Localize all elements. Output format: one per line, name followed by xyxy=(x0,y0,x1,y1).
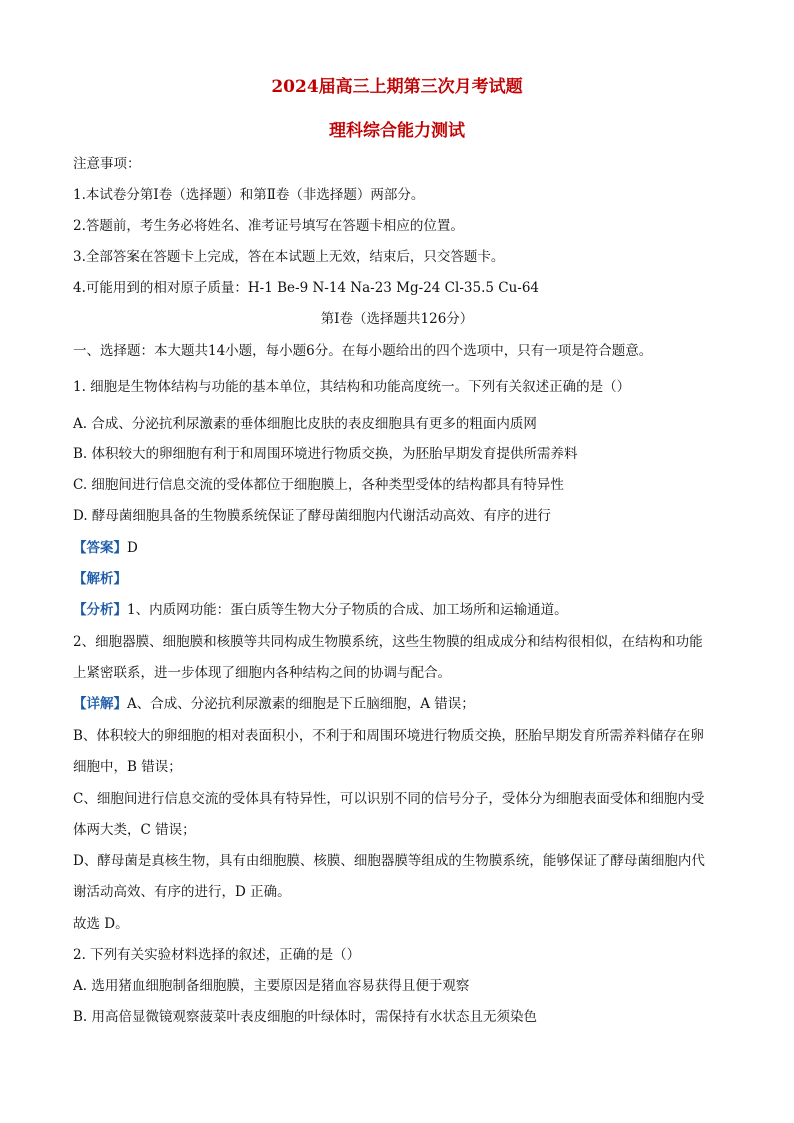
detail-line-a xyxy=(73,692,475,712)
question-2-option-a: A. 选用猪血细胞制备细胞膜，主要原因是猪血容易获得且便于观察 xyxy=(73,978,470,994)
detail-line-c2: 体两大类，C 错误； xyxy=(73,822,196,838)
answer-line xyxy=(73,536,138,556)
notice-item: 2.答题前，考生务必将姓名、准考证号填写在答题卡相应的位置。 xyxy=(73,218,464,234)
question-2-option-b: B. 用高倍显微镜观察菠菜叶表皮细胞的叶绿体时，需保持有水状态且无须染色 xyxy=(73,1009,538,1025)
analysis-line-2: 2、细胞器膜、细胞膜和核膜等共同构成生物膜系统，这些生物膜的组成成分和结构很相似，在结构和功能 xyxy=(73,634,703,650)
question-1-stem: 1. 细胞是生物体结构与功能的基本单位，其结构和功能高度统一。下列有关叙述正确的是（） xyxy=(73,379,631,395)
question-1-option-d: D. 酵母菌细胞具备的生物膜系统保证了酵母菌细胞内代谢活动高效、有序的进行 xyxy=(73,508,551,524)
detail-line-b1: B、体积较大的卵细胞的相对表面积小，不利于和周围环境进行物质交换，胚胎早期发育所需养料储存在卵 xyxy=(73,728,704,744)
section-title: 第Ⅰ卷（选择题共126分） xyxy=(320,311,474,327)
detail-line-c1: C、细胞间进行信息交流的受体具有特异性，可以识别不同的信号分子，受体分为细胞表面受体和细胞内受 xyxy=(73,791,705,807)
conclusion: 故选 D。 xyxy=(73,916,129,932)
question-1-option-b: B. 体积较大的卵细胞有利于和周围环境进行物质交换，为胚胎早期发育提供所需养料 xyxy=(73,446,578,462)
analysis-tag: 【解析】 xyxy=(73,571,127,587)
detail-line-d2: 谢活动高效、有序的进行，D 正确。 xyxy=(73,884,291,900)
question-1-option-a: A. 合成、分泌抗利尿激素的垂体细胞比皮肤的表皮细胞具有更多的粗面内质网 xyxy=(73,416,537,432)
analysis-line-3: 上紧密联系，进一步体现了细胞内各种结构之间的协调与配合。 xyxy=(73,665,451,681)
notice-item: 3.全部答案在答题卡上完成，答在本试题上无效，结束后，只交答题卡。 xyxy=(73,249,505,265)
detail-line-b2: 细胞中，B 错误； xyxy=(73,759,182,775)
answer-value: D xyxy=(127,540,138,556)
analysis-text: 1、内质网功能：蛋白质等生物大分子物质的合成、加工场所和运输通道。 xyxy=(127,602,568,618)
analysis-heading xyxy=(73,567,127,587)
notice-item: 1.本试卷分第Ⅰ卷（选择题）和第Ⅱ卷（非选择题）两部分。 xyxy=(73,187,425,203)
page-title: 2024届高三上期第三次月考试题 xyxy=(271,77,523,97)
notice-heading: 注意事项： xyxy=(73,156,141,172)
page-subtitle: 理科综合能力测试 xyxy=(329,121,465,141)
detail-line-d1: D、酵母菌是真核生物，具有由细胞膜、核膜、细胞器膜等组成的生物膜系统，能够保证了酵母菌细胞内代 xyxy=(73,853,705,869)
analysis-label: 【分析】 xyxy=(73,602,127,618)
detail-label: 【详解】 xyxy=(73,696,127,712)
notice-item: 4.可能用到的相对原子质量：H-1 Be-9 N-14 Na-23 Mg-24 Cl-35.5 Cu-64 xyxy=(73,280,540,296)
analysis-line-1 xyxy=(73,598,568,618)
section-instruction: 一、选择题：本大题共14小题，每小题6分。在每小题给出的四个选项中，只有一项是符合题意。 xyxy=(73,343,653,359)
answer-tag: 【答案】 xyxy=(73,540,127,556)
question-2-stem: 2. 下列有关实验材料选择的叙述，正确的是（） xyxy=(73,947,361,963)
detail-text: A、合成、分泌抗利尿激素的细胞是下丘脑细胞，A 错误； xyxy=(127,696,475,712)
question-1-option-c: C. 细胞间进行信息交流的受体都位于细胞膜上，各种类型受体的结构都具有特异性 xyxy=(73,477,564,493)
